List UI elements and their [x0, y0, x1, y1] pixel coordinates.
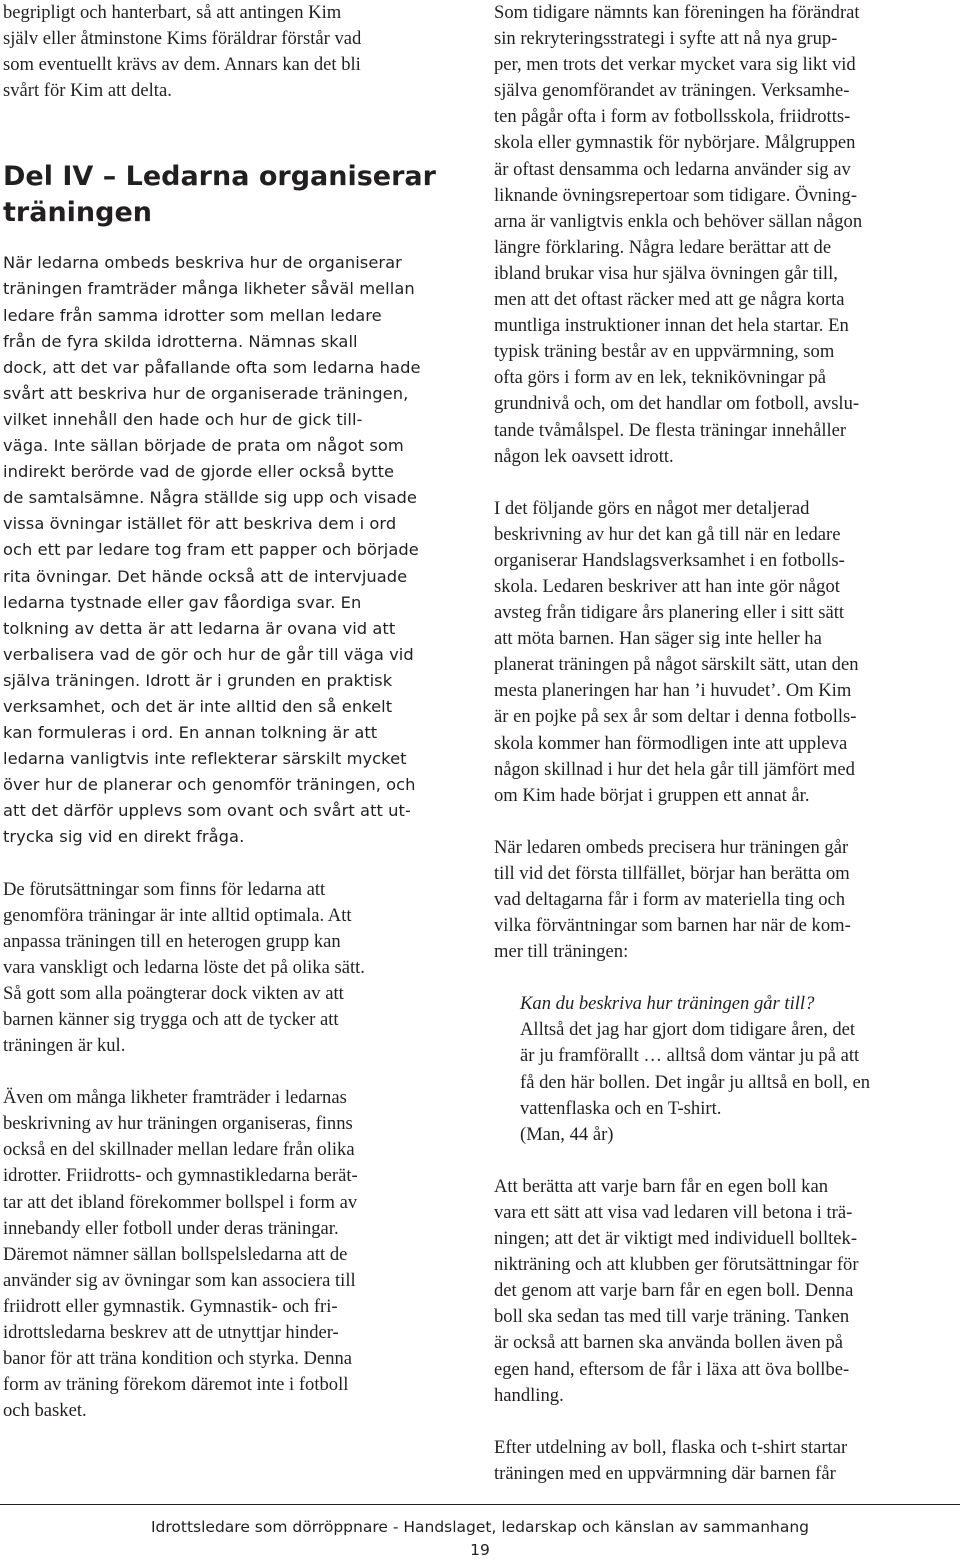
- text-line: vilket innehåll den hade och hur de gick till-: [3, 409, 363, 429]
- text-line: rita övningar. Det hände också att de intervjuade: [3, 566, 408, 586]
- text-line: avsteg från tidigare års planering eller i sitt sätt: [494, 602, 845, 624]
- paragraph: [3, 1085, 451, 1424]
- left-column: [3, 0, 451, 1424]
- text-line: det genom att varje barn får en egen boll. Denna: [494, 1280, 854, 1302]
- text-line: vilka förväntningar som barnen har när de kom-: [494, 915, 851, 937]
- text-line: barnen känner sig trygga och att de tycker att: [3, 1009, 339, 1030]
- text-line: De förutsättningar som finns för ledarna att: [3, 878, 326, 900]
- text-line: När ledarna ombeds beskriva hur de organiserar: [3, 253, 402, 273]
- text-line: beskrivning av hur träningen organiseras, finns: [3, 1113, 353, 1135]
- text-line: de samtalsämne. Några ställde sig upp och visade: [3, 488, 417, 508]
- text-line: men att det oftast räcker med att ge några korta: [494, 289, 845, 311]
- text-line: Efter utdelning av boll, flaska och t-shirt startar: [494, 1436, 848, 1458]
- text-line: från de fyra skilda idrotterna. Nämnas skall: [3, 331, 358, 351]
- text-line: tande tvåmålspel. De flesta träningar innehåller: [494, 419, 847, 441]
- spacer: [494, 1148, 944, 1174]
- text-line: vara vanskligt och ledarna löste det på olika sätt.: [3, 956, 365, 978]
- spacer: [3, 231, 451, 250]
- text-line: mesta planeringen har han ’i huvudet’. Om Kim: [494, 680, 852, 702]
- text-line: träningen framträder många likheter såväl mellan: [3, 279, 415, 299]
- text-line: boll ska sedan tas med till varje träning. Tanken: [494, 1306, 850, 1328]
- text-line: beskrivning av hur det kan gå till när en ledare: [494, 523, 841, 545]
- text-line: också en del skillnader mellan ledare från olika: [3, 1139, 355, 1161]
- text-line: om Kim hade börjat i gruppen ett annat år.: [494, 784, 810, 806]
- paragraph: [494, 1435, 944, 1487]
- text-line: vissa övningar istället för att beskriva dem i ord: [3, 514, 397, 534]
- text-line: I det följande görs en något mer detaljerad: [494, 497, 810, 519]
- text-line: liknande övningsrepertoar som tidigare. Övning-: [494, 184, 858, 206]
- text-line: ledarna tystnade eller gav fåordiga svar. En: [3, 592, 362, 612]
- paragraph: [494, 496, 944, 809]
- text-line: friidrott eller gymnastik. Gymnastik- och fri-: [3, 1295, 338, 1317]
- text-line: indirekt berörde vad de gjorde eller också bytte: [3, 462, 395, 482]
- text-line: ten pågår ofta i form av fotbollsskola, friidrotts-: [494, 106, 851, 128]
- text-line: per, men trots det verkar mycket vara sig likt vid: [494, 54, 856, 76]
- text-line: idrotter. Friidrotts- och gymnastikledarna berät-: [3, 1165, 358, 1187]
- spacer: [3, 104, 451, 159]
- text-line: träningen med en uppvärmning där barnen får: [494, 1462, 836, 1484]
- page-number: 19: [470, 1541, 490, 1559]
- right-column: [494, 0, 944, 1487]
- paragraph: [494, 1174, 944, 1409]
- intro-paragraph: [3, 250, 451, 850]
- quote-question: Kan du beskriva hur träningen går till?: [520, 993, 815, 1015]
- quote-line: få den här bollen. Det ingår ju alltså en boll, en: [520, 1071, 871, 1093]
- text-line: svårt att beskriva hur de organiserade träningen,: [3, 383, 409, 403]
- quote-line: är ju framförallt … alltså dom väntar ju på att: [520, 1045, 860, 1067]
- text-line: Att berätta att varje barn får en egen boll kan: [494, 1175, 829, 1197]
- text-line: verbalisera vad de gör och hur de går till väga vid: [3, 644, 414, 664]
- text-line: innebandy eller fotboll under deras träningar.: [3, 1217, 339, 1239]
- text-line: organiserar Handslagsverksamhet i en fotbolls-: [494, 549, 845, 571]
- text-line: tolkning av detta är att ledarna är ovana vid att: [3, 618, 396, 638]
- text-line: själva träningen. Idrott är i grunden en praktisk: [3, 670, 393, 690]
- spacer: [494, 470, 944, 496]
- text-line: till vid det första tillfället, börjar han berätta om: [494, 862, 850, 884]
- text-line: ofta görs i form av en lek, teknikövningar på: [494, 367, 827, 389]
- text-line: dock, att det var påfallande ofta som ledarna hade: [3, 357, 421, 377]
- paragraph: [494, 835, 944, 965]
- footer-title: Idrottsledare som dörröppnare - Handslaget, ledarskap och känslan av sammanhang: [150, 1518, 810, 1536]
- text-line: någon skillnad i hur det hela går till jämfört med: [494, 758, 855, 780]
- text-line: själva genomförandet av träningen. Verksamhe-: [494, 80, 850, 102]
- text-line: trycka sig vid en direkt fråga.: [3, 827, 245, 847]
- text-line: skola kommer han förmodligen inte att uppleva: [494, 732, 848, 754]
- text-line: typisk träning består av en uppvärmning, som: [494, 341, 835, 363]
- text-line: mer till träningen:: [494, 941, 629, 963]
- text-line: använder sig av övningar som kan associera till: [3, 1269, 356, 1291]
- paragraph: [494, 0, 944, 470]
- text-line: över hur de planerar och genomför träningen, och: [3, 775, 416, 795]
- text-line: tar att det ibland förekommer bollspel i form av: [3, 1191, 358, 1213]
- text-line: ibland brukar visa hur själva övningen går till,: [494, 262, 838, 284]
- text-line: någon lek oavsett idrott.: [494, 445, 674, 467]
- interview-quote: [520, 991, 944, 1148]
- text-line: att det därför upplevs som ovant och svårt att ut-: [3, 801, 411, 821]
- text-line: verksamhet, och det är inte alltid den så enkelt: [3, 696, 393, 716]
- text-line: Som tidigare nämnts kan föreningen ha förändrat: [494, 2, 860, 23]
- heading-line: Del IV – Ledarna organiserar: [3, 161, 436, 193]
- text-line: längre förklaring. Några ledare berättar att de: [494, 236, 832, 258]
- text-line: att möta barnen. Han säger sig inte heller ha: [494, 628, 822, 650]
- text-line: anpassa träningen till en heterogen grupp kan: [3, 930, 341, 952]
- text-line: svårt för Kim att delta.: [3, 80, 172, 102]
- spacer: [3, 1059, 451, 1085]
- text-line: egen hand, eftersom de får i läxa att öva bollbe-: [494, 1358, 850, 1380]
- spacer: [494, 965, 944, 991]
- text-line: planerat träningen på något särskilt sätt, utan den: [494, 654, 859, 676]
- text-line: sin rekryteringsstrategi i syfte att nå nya grup-: [494, 28, 838, 50]
- text-line: Även om många likheter framträder i ledarnas: [3, 1087, 347, 1109]
- text-line: muntliga instruktioner innan det hela startar. En: [494, 315, 849, 337]
- text-line: genomföra träningar är inte alltid optimala. Att: [3, 904, 352, 926]
- spacer: [494, 1409, 944, 1435]
- text-line: banor för att träna kondition och styrka. Denna: [3, 1348, 353, 1370]
- text-line: grundnivå och, om det handlar om fotboll, avslu-: [494, 393, 860, 415]
- text-line: Så gott som alla poängterar dock vikten av att: [3, 982, 344, 1004]
- text-line: handling.: [494, 1384, 564, 1406]
- text-line: När ledaren ombeds precisera hur träningen går: [494, 836, 849, 858]
- spacer: [3, 851, 451, 877]
- quote-line: vattenflaska och en T-shirt.: [520, 1097, 722, 1119]
- text-line: ledare från samma idrotter som mellan ledare: [3, 305, 382, 325]
- quote-line: Alltså det jag har gjort dom tidigare åren, det: [520, 1019, 856, 1041]
- text-line: ningen; att det är viktigt med individuell bolltek-: [494, 1228, 858, 1250]
- text-line: vad deltagarna får i form av materiella ting och: [494, 889, 846, 910]
- text-line: ledarna vanligtvis inte reflekterar särskilt mycket: [3, 749, 407, 769]
- text-line: är oftast densamma och ledarna använder sig av: [494, 158, 851, 180]
- text-line: är en pojke på sex år som deltar i denna fotbolls-: [494, 706, 857, 728]
- paragraph: [3, 877, 451, 1060]
- text-line: träningen är kul.: [3, 1035, 126, 1057]
- text-line: kan formuleras i ord. En annan tolkning är att: [3, 723, 378, 743]
- text-line: som eventuellt krävs av dem. Annars kan det bli: [3, 54, 361, 76]
- text-line: form av träning förekom däremot inte i fotboll: [3, 1374, 349, 1396]
- text-line: nikträning och att klubben ger förutsättningar för: [494, 1254, 859, 1276]
- text-line: skola eller gymnastik för nybörjare. Målgruppen: [494, 132, 856, 154]
- text-line: vara ett sätt att visa vad ledaren vill betona i trä-: [494, 1201, 853, 1223]
- text-line: arna är vanligtvis enkla och behöver sällan någon: [494, 210, 863, 232]
- quote-attribution: (Man, 44 år): [520, 1123, 614, 1145]
- top-paragraph: [3, 0, 451, 104]
- text-line: själv eller åtminstone Kims föräldrar förstår vad: [3, 28, 362, 50]
- text-line: begripligt och hanterbart, så att antingen Kim: [3, 2, 342, 23]
- text-line: och basket.: [3, 1400, 87, 1422]
- heading-line: träningen: [3, 197, 153, 229]
- text-line: väga. Inte sällan började de prata om något som: [3, 436, 404, 456]
- spacer: [494, 809, 944, 835]
- section-heading: [3, 159, 451, 231]
- text-line: Däremot nämner sällan bollspelsledarna att de: [3, 1243, 348, 1265]
- footer-rule: [0, 1504, 960, 1505]
- text-line: skola. Ledaren beskriver att han inte gör något: [494, 575, 840, 597]
- text-line: är också att barnen ska använda bollen även på: [494, 1332, 843, 1354]
- text-line: idrottsledarna beskrev att de utnyttjar hinder-: [3, 1322, 339, 1344]
- text-line: och ett par ledare tog fram ett papper och började: [3, 540, 419, 560]
